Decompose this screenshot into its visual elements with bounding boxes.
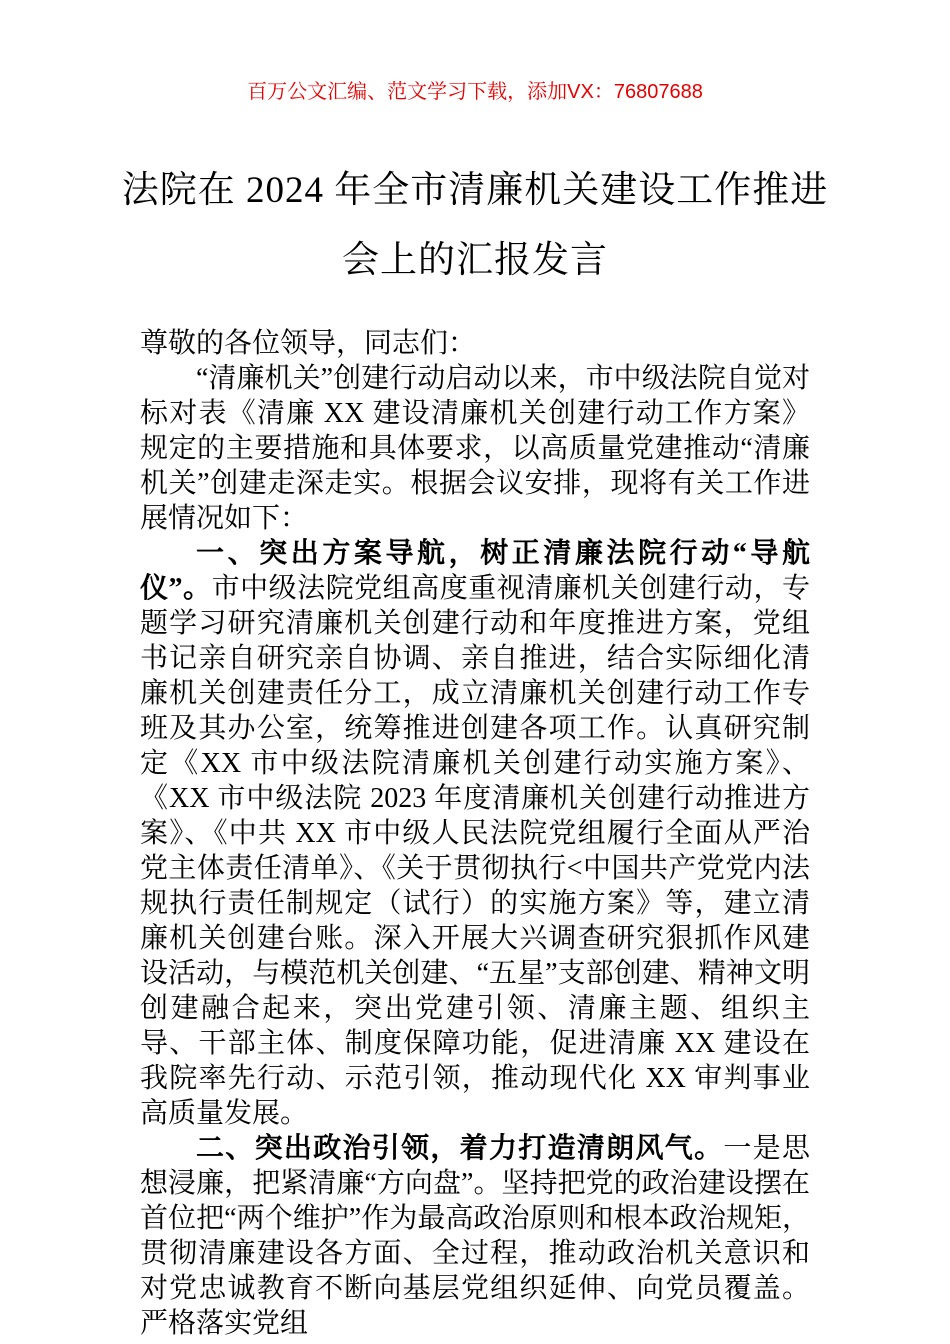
paragraph bbox=[140, 536, 810, 1131]
paragraph-text-run: 市中级法院党组高度重视清廉机关创建行动，专题学习研究清廉机关创建行动和年度推进方案，党组书记亲自研究亲自协调、亲自推进，结合实际细化清廉机关创建责任分工，成立清廉机关创建行动工作专班及其办公室，统筹推进创建各项工作。认真研究制定《XX 市中级法院清廉机关创建行动实施方案》、《XX 市中级法院 2023 年度清廉机关创建行动推进方案》、《中共 XX 市中级人民法院党组履行全面从严治党主体责任清单》、《关于贯彻执行<中国共产党党内法规执行责任制规定（试行）的实施方案》等，建立清廉机关创建台账。深入开展大兴调查研究狠抓作风建设活动，与模范机关创建、“五星”支部创建、精神文明创建融合起来，突出党建引领、清廉主题、组织主导、干部主体、制度保障功能，促进清廉 XX 建设在我院率先行动、示范引领，推动现代化 XX 审判事业高质量发展。 bbox=[140, 573, 810, 1129]
document-title bbox=[0, 156, 950, 296]
paragraph-heading-run: 一、突出方案导航，树正清廉法院行动“导航仪”。 bbox=[140, 538, 810, 604]
paragraph bbox=[140, 361, 810, 536]
document-body bbox=[0, 326, 950, 1341]
promo-notice: 百万公文汇编、范文学习下载，添加VX：76807688 bbox=[247, 81, 703, 103]
paragraph bbox=[140, 1131, 810, 1341]
paragraph-text-run: “清廉机关”创建行动启动以来，市中级法院自觉对标对表《清廉 XX 建设清廉机关创建行动工作方案》规定的主要措施和具体要求，以高质量党建推动“清廉机关”创建走深走实。根据会议安排，现将有关工作进展情况如下： bbox=[140, 363, 810, 534]
paragraph-heading-run: 二、突出政治引领，着力打造清朗风气。 bbox=[196, 1133, 724, 1164]
document-title-line-2: 会上的汇报发言 bbox=[342, 240, 608, 281]
paragraph-text-run: 尊敬的各位领导，同志们： bbox=[140, 328, 477, 359]
paragraph-text-run: 一是思想浸廉，把紧清廉“方向盘”。坚持把党的政治建设摆在首位把“两个维护”作为最高政治原则和根本政治规矩，贯彻清廉建设各方面、全过程，推动政治机关意识和对党忠诚教育不断向基层党组织延伸、向党员覆盖。严格落实党组 bbox=[140, 1133, 810, 1339]
paragraph bbox=[140, 326, 810, 361]
document-title-line-1: 法院在 2024 年全市清廉机关建设工作推进 bbox=[121, 170, 829, 211]
